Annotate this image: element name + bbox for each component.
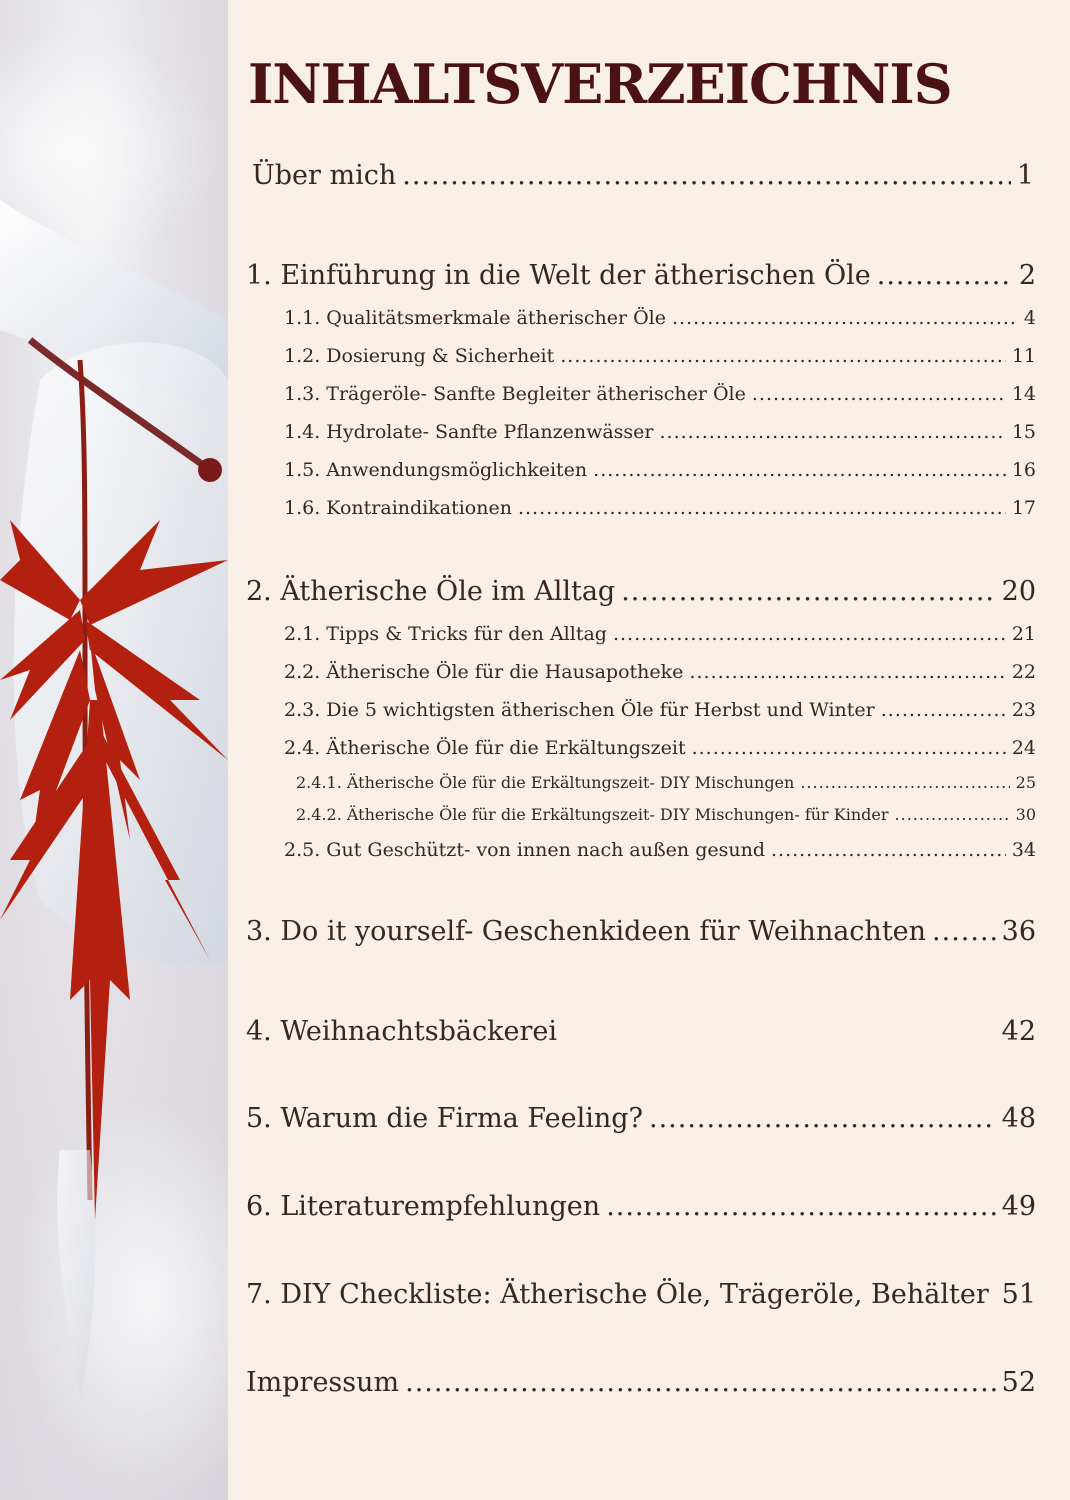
toc-dot-leader (613, 623, 1006, 645)
toc-dot-leader (800, 773, 1009, 792)
toc-entry[interactable] (284, 699, 1036, 721)
toc-entry-page: 21 (1011, 623, 1036, 645)
toc-entry[interactable] (284, 839, 1036, 861)
toc-entry[interactable] (246, 1191, 1036, 1222)
toc-entry[interactable] (284, 459, 1036, 481)
toc-entry-label: 1.4. Hydrolate- Sanfte Pflanzenwässer (284, 421, 654, 443)
toc-entry[interactable] (284, 623, 1036, 645)
toc-entry-page: 42 (1001, 1016, 1036, 1047)
toc-dot-leader (402, 160, 1011, 191)
toc-entry[interactable] (246, 916, 1036, 947)
toc-entry-page: 36 (1001, 916, 1036, 947)
toc-entry-page: 11 (1011, 345, 1036, 367)
toc-dot-leader (771, 839, 1006, 861)
table-of-contents (228, 0, 1070, 1500)
toc-entry-page: 25 (1015, 773, 1036, 792)
toc-entry-label: Über mich (252, 160, 397, 191)
toc-entry-label: 2.4.1. Ätherische Öle für die Erkältungszeit- DIY Mischungen (296, 773, 795, 792)
toc-entry-label: 5. Warum die Firma Feeling? (246, 1103, 643, 1134)
toc-dot-leader (405, 1367, 996, 1398)
toc-entry-page: 20 (1001, 576, 1036, 607)
toc-entry-label: 1.6. Kontraindikationen (284, 497, 512, 519)
toc-entry[interactable] (284, 421, 1036, 443)
toc-entry-page: 15 (1011, 421, 1036, 443)
toc-entry[interactable] (284, 497, 1036, 519)
toc-entry-label: 2.3. Die 5 wichtigsten ätherischen Öle für Herbst und Winter (284, 699, 875, 721)
toc-entry-label: 3. Do it yourself- Geschenkideen für Weihnachten (246, 916, 927, 947)
toc-dot-leader (560, 345, 1006, 367)
toc-entry[interactable] (284, 345, 1036, 367)
toc-dot-leader (752, 383, 1006, 405)
toc-dot-leader (621, 576, 995, 607)
leaf-ice-illustration (0, 0, 228, 1500)
toc-dot-leader (881, 699, 1006, 721)
toc-entry[interactable] (284, 383, 1036, 405)
toc-dot-leader (518, 497, 1006, 519)
toc-entry-label: 1.5. Anwendungsmöglichkeiten (284, 459, 588, 481)
toc-entry-page: 51 (1001, 1279, 1036, 1310)
toc-entry-page: 23 (1011, 699, 1036, 721)
toc-entry-page: 24 (1011, 737, 1036, 759)
toc-entry[interactable] (252, 160, 1034, 191)
toc-dot-leader (895, 805, 1010, 824)
toc-dot-leader (606, 1191, 995, 1222)
toc-entry-page: 17 (1011, 497, 1036, 519)
toc-entry-label: 1. Einführung in die Welt der ätherischen Öle (246, 260, 871, 291)
toc-dot-leader (995, 1279, 996, 1310)
toc-entry-label: 2.2. Ätherische Öle für die Hausapotheke (284, 661, 684, 683)
toc-entry-page: 22 (1011, 661, 1036, 683)
toc-entry-page: 30 (1015, 805, 1036, 824)
toc-entry-label: 1.3. Trägeröle- Sanfte Begleiter ätherischer Öle (284, 383, 746, 405)
toc-entry-label: 2.1. Tipps & Tricks für den Alltag (284, 623, 607, 645)
toc-entry-page: 34 (1011, 839, 1036, 861)
toc-entry-label: 1.1. Qualitätsmerkmale ätherischer Öle (284, 307, 666, 329)
toc-dot-leader (649, 1103, 996, 1134)
toc-dot-leader (877, 260, 1013, 291)
toc-entry[interactable] (246, 1103, 1036, 1134)
toc-entry-page: 48 (1001, 1103, 1036, 1134)
toc-entry-page: 16 (1011, 459, 1036, 481)
toc-dot-leader (689, 661, 1005, 683)
toc-entry[interactable] (246, 1367, 1036, 1398)
toc-entry[interactable] (246, 1279, 1036, 1310)
page-title: INHALTSVERZEICHNIS (248, 52, 952, 116)
toc-entry[interactable] (296, 805, 1036, 824)
toc-entry-label: Impressum (246, 1367, 400, 1398)
toc-dot-leader (660, 421, 1006, 443)
toc-entry-label: 1.2. Dosierung & Sicherheit (284, 345, 555, 367)
toc-dot-leader (672, 307, 1018, 329)
toc-entry-label: 2.5. Gut Geschützt- von innen nach außen gesund (284, 839, 765, 861)
toc-entry[interactable] (296, 773, 1036, 792)
toc-entry-label: 2.4.2. Ätherische Öle für die Erkältungszeit- DIY Mischungen- für Kinder (296, 805, 889, 824)
toc-entry-label: 2. Ätherische Öle im Alltag (246, 576, 616, 607)
toc-entry-page: 4 (1023, 307, 1036, 329)
toc-entry[interactable] (284, 307, 1036, 329)
toc-dot-leader (593, 459, 1006, 481)
toc-entry[interactable] (246, 1016, 1036, 1047)
toc-entry-page: 2 (1018, 260, 1036, 291)
toc-dot-leader (932, 916, 996, 947)
toc-entry-page: 1 (1016, 160, 1034, 191)
decorative-photo-red-leaf-ice (0, 0, 228, 1500)
toc-entry-page: 52 (1001, 1367, 1036, 1398)
toc-entry[interactable] (284, 737, 1036, 759)
toc-entry[interactable] (246, 576, 1036, 607)
toc-entry-label: 7. DIY Checkliste: Ätherische Öle, Trägeröle, Behälter (246, 1279, 989, 1310)
toc-entry-page: 49 (1001, 1191, 1036, 1222)
toc-entry[interactable] (284, 661, 1036, 683)
toc-dot-leader (692, 737, 1006, 759)
toc-entry-label: 2.4. Ätherische Öle für die Erkältungszeit (284, 737, 686, 759)
toc-entry[interactable] (246, 260, 1036, 291)
toc-entry-label: 4. Weihnachtsbäckerei (246, 1016, 557, 1047)
toc-entry-label: 6. Literaturempfehlungen (246, 1191, 601, 1222)
toc-entry-page: 14 (1011, 383, 1036, 405)
